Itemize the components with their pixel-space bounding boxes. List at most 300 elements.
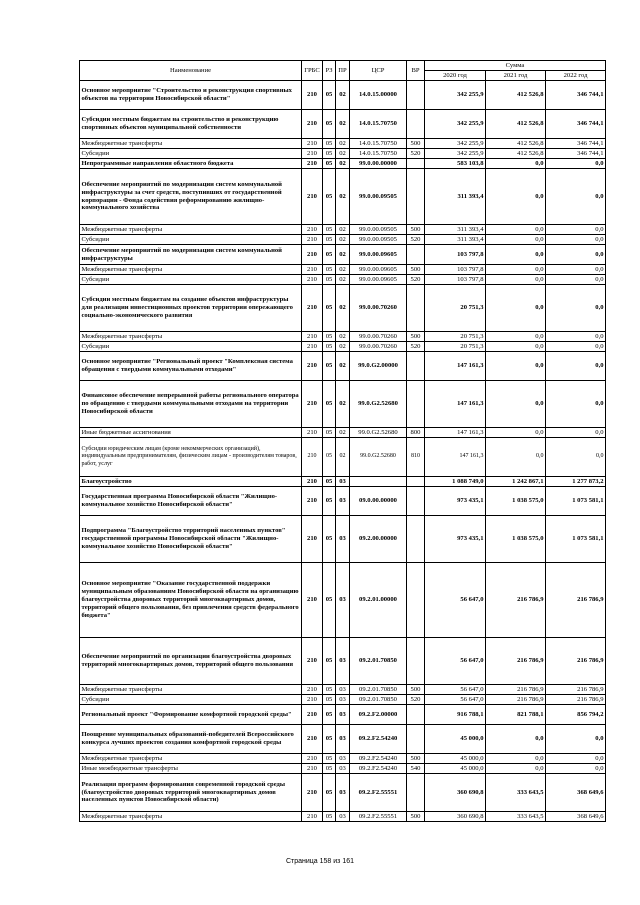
- row-pr: 03: [336, 764, 350, 774]
- table-row: [80, 725, 606, 754]
- row-pr: 02: [336, 139, 350, 149]
- row-pr: 02: [336, 342, 350, 352]
- row-sum-2020: 342 255,9: [425, 81, 486, 110]
- row-vr: 500: [407, 265, 425, 275]
- row-grbs: 210: [302, 245, 323, 265]
- row-sum-2022: 368 649,6: [546, 774, 606, 812]
- row-grbs: 210: [302, 438, 323, 477]
- row-rz: 05: [323, 754, 336, 764]
- row-name: Непрограммные направления областного бюджета: [80, 159, 302, 169]
- table-row: [80, 275, 606, 285]
- row-csr: 99.0.00.09605: [350, 265, 407, 275]
- row-sum-2022: 346 744,1: [546, 81, 606, 110]
- row-csr: 09.2.01.70850: [350, 638, 407, 685]
- row-vr: 520: [407, 695, 425, 705]
- row-sum-2022: 0,0: [546, 159, 606, 169]
- row-rz: 05: [323, 81, 336, 110]
- row-grbs: 210: [302, 139, 323, 149]
- row-pr: 02: [336, 285, 350, 332]
- table-row: [80, 159, 606, 169]
- table-row: [80, 235, 606, 245]
- table-row: [80, 139, 606, 149]
- row-grbs: 210: [302, 342, 323, 352]
- row-pr: 02: [336, 275, 350, 285]
- row-sum-2021: 412 526,8: [486, 139, 546, 149]
- row-csr: 14.0.15.70750: [350, 110, 407, 139]
- row-sum-2020: 973 435,1: [425, 487, 486, 516]
- row-name: Региональный проект "Формирование комфортной городской среды": [80, 705, 302, 725]
- row-name: Основное мероприятие "Региональный проект "Комплексная система обращения с твердыми коммунальными отходами": [80, 352, 302, 381]
- row-sum-2021: 0,0: [486, 725, 546, 754]
- row-sum-2020: 103 797,8: [425, 265, 486, 275]
- row-name: Государственная программа Новосибирской области "Жилищно-коммунальное хозяйство Новосибирской области": [80, 487, 302, 516]
- row-name: Межбюджетные трансферты: [80, 812, 302, 822]
- table-row: [80, 169, 606, 225]
- row-sum-2021: 0,0: [486, 169, 546, 225]
- row-sum-2020: 56 647,0: [425, 695, 486, 705]
- row-name: Иные бюджетные ассигнования: [80, 428, 302, 438]
- row-rz: 05: [323, 169, 336, 225]
- row-vr: [407, 169, 425, 225]
- header-2021: 2021 год: [486, 71, 546, 81]
- row-sum-2020: 360 690,8: [425, 774, 486, 812]
- table-row: [80, 342, 606, 352]
- row-grbs: 210: [302, 695, 323, 705]
- row-sum-2021: 821 788,1: [486, 705, 546, 725]
- row-grbs: 210: [302, 754, 323, 764]
- row-grbs: 210: [302, 235, 323, 245]
- row-grbs: 210: [302, 774, 323, 812]
- row-name: Субсидии: [80, 695, 302, 705]
- row-pr: 02: [336, 428, 350, 438]
- row-vr: [407, 285, 425, 332]
- row-sum-2021: 0,0: [486, 764, 546, 774]
- row-grbs: 210: [302, 265, 323, 275]
- row-rz: 05: [323, 149, 336, 159]
- row-grbs: 210: [302, 516, 323, 563]
- row-vr: 520: [407, 149, 425, 159]
- row-sum-2022: 0,0: [546, 235, 606, 245]
- row-pr: 03: [336, 563, 350, 638]
- row-sum-2022: 346 744,1: [546, 149, 606, 159]
- row-pr: 03: [336, 685, 350, 695]
- row-grbs: 210: [302, 352, 323, 381]
- table-row: [80, 265, 606, 275]
- header-sum: Сумма: [425, 61, 606, 71]
- row-csr: 99.0.00.09505: [350, 225, 407, 235]
- row-rz: 05: [323, 685, 336, 695]
- row-vr: [407, 705, 425, 725]
- row-sum-2022: 0,0: [546, 225, 606, 235]
- row-grbs: 210: [302, 563, 323, 638]
- row-sum-2022: 0,0: [546, 764, 606, 774]
- row-sum-2021: 0,0: [486, 159, 546, 169]
- row-sum-2022: 0,0: [546, 754, 606, 764]
- header-rz: РЗ: [323, 61, 336, 81]
- row-pr: 03: [336, 477, 350, 487]
- row-sum-2022: 346 744,1: [546, 110, 606, 139]
- row-rz: 05: [323, 428, 336, 438]
- row-sum-2022: 216 786,9: [546, 638, 606, 685]
- row-grbs: 210: [302, 275, 323, 285]
- row-vr: [407, 352, 425, 381]
- row-sum-2021: 0,0: [486, 428, 546, 438]
- row-rz: 05: [323, 695, 336, 705]
- table-header: [80, 61, 606, 81]
- row-pr: 02: [336, 110, 350, 139]
- row-rz: 05: [323, 774, 336, 812]
- row-name: Субсидии местным бюджетам на создание объектов инфраструктуры для реализации инвестиционных проектов территории опережающего социально-экономического развития: [80, 285, 302, 332]
- row-name: Поощрение муниципальных образований-победителей Всероссийского конкурса лучших проектов создания комфортной городской среды: [80, 725, 302, 754]
- header-grbs: ГРБС: [302, 61, 323, 81]
- row-vr: 540: [407, 764, 425, 774]
- row-vr: [407, 110, 425, 139]
- row-name: Субсидии: [80, 235, 302, 245]
- row-grbs: 210: [302, 285, 323, 332]
- header-pr: ПР: [336, 61, 350, 81]
- row-pr: 02: [336, 149, 350, 159]
- row-sum-2021: 1 038 575,0: [486, 487, 546, 516]
- table-row: [80, 381, 606, 428]
- row-csr: 99.0.00.09605: [350, 275, 407, 285]
- row-pr: 03: [336, 725, 350, 754]
- row-csr: 09.2.F2.54240: [350, 754, 407, 764]
- row-sum-2021: 333 643,5: [486, 812, 546, 822]
- row-grbs: 210: [302, 705, 323, 725]
- row-csr: 99.0.00.70260: [350, 285, 407, 332]
- row-csr: 99.0.G2.52680: [350, 381, 407, 428]
- row-sum-2020: 1 088 749,0: [425, 477, 486, 487]
- row-sum-2020: 147 161,3: [425, 381, 486, 428]
- row-sum-2020: 916 788,1: [425, 705, 486, 725]
- row-rz: 05: [323, 381, 336, 428]
- row-name: Межбюджетные трансферты: [80, 332, 302, 342]
- row-grbs: 210: [302, 149, 323, 159]
- table-row: [80, 245, 606, 265]
- table-row: [80, 285, 606, 332]
- row-csr: 99.0.00.09505: [350, 169, 407, 225]
- row-vr: [407, 774, 425, 812]
- row-sum-2022: 1 073 581,1: [546, 516, 606, 563]
- table-row: [80, 110, 606, 139]
- row-rz: 05: [323, 563, 336, 638]
- row-grbs: 210: [302, 159, 323, 169]
- row-name: Субсидии: [80, 149, 302, 159]
- row-rz: 05: [323, 245, 336, 265]
- row-csr: 09.2.F2.54240: [350, 725, 407, 754]
- row-pr: 02: [336, 332, 350, 342]
- row-vr: [407, 81, 425, 110]
- row-pr: 02: [336, 381, 350, 428]
- row-vr: [407, 516, 425, 563]
- row-sum-2022: 0,0: [546, 245, 606, 265]
- row-pr: 02: [336, 235, 350, 245]
- row-rz: 05: [323, 477, 336, 487]
- row-pr: 02: [336, 169, 350, 225]
- table-row: [80, 705, 606, 725]
- row-sum-2020: 973 435,1: [425, 516, 486, 563]
- row-sum-2022: 216 786,9: [546, 695, 606, 705]
- row-sum-2022: 0,0: [546, 169, 606, 225]
- row-sum-2022: 856 794,2: [546, 705, 606, 725]
- row-vr: 500: [407, 754, 425, 764]
- page-footer: Страница 158 из 161: [285, 858, 355, 865]
- row-vr: [407, 725, 425, 754]
- row-csr: 99.0.G2.00000: [350, 352, 407, 381]
- row-rz: 05: [323, 516, 336, 563]
- row-csr: 09.2.01.00000: [350, 563, 407, 638]
- row-rz: 05: [323, 342, 336, 352]
- table-row: [80, 754, 606, 764]
- row-name: Реализация программ формирования современной городской среды (благоустройство дворовых территорий многоквартирных домов населенных пунктов Новосибирской области): [80, 774, 302, 812]
- row-rz: 05: [323, 265, 336, 275]
- row-rz: 05: [323, 725, 336, 754]
- row-grbs: 210: [302, 764, 323, 774]
- row-rz: 05: [323, 275, 336, 285]
- row-sum-2022: 0,0: [546, 275, 606, 285]
- row-name: Обеспечение мероприятий по организации благоустройства дворовых территорий многоквартирных домов, территорий общего пользования: [80, 638, 302, 685]
- row-csr: 09.2.00.00000: [350, 516, 407, 563]
- row-rz: 05: [323, 139, 336, 149]
- row-grbs: 210: [302, 638, 323, 685]
- table-body: [80, 81, 606, 822]
- table-row: [80, 764, 606, 774]
- row-sum-2021: 0,0: [486, 235, 546, 245]
- row-vr: [407, 487, 425, 516]
- row-sum-2021: 216 786,9: [486, 638, 546, 685]
- row-vr: [407, 477, 425, 487]
- table-row: [80, 516, 606, 563]
- row-vr: [407, 159, 425, 169]
- table-row: [80, 812, 606, 822]
- row-rz: 05: [323, 764, 336, 774]
- row-name: Подпрограмма "Благоустройство территорий населенных пунктов" государственной программы Новосибирской области "Жилищно-коммунальное хозяйство Новосибирской области": [80, 516, 302, 563]
- row-sum-2020: 342 255,9: [425, 149, 486, 159]
- row-sum-2020: 103 797,8: [425, 275, 486, 285]
- row-pr: 02: [336, 352, 350, 381]
- row-csr: 14.0.15.00000: [350, 81, 407, 110]
- row-sum-2021: 0,0: [486, 381, 546, 428]
- row-sum-2022: 216 786,9: [546, 685, 606, 695]
- row-sum-2020: 20 751,3: [425, 332, 486, 342]
- table-row: [80, 774, 606, 812]
- row-grbs: 210: [302, 381, 323, 428]
- row-grbs: 210: [302, 169, 323, 225]
- row-sum-2021: 0,0: [486, 342, 546, 352]
- row-csr: 09.2.F2.55551: [350, 774, 407, 812]
- row-sum-2020: 45 000,0: [425, 754, 486, 764]
- table-row: [80, 332, 606, 342]
- row-sum-2022: 1 277 873,2: [546, 477, 606, 487]
- row-grbs: 210: [302, 812, 323, 822]
- row-sum-2021: 0,0: [486, 225, 546, 235]
- row-name: Межбюджетные трансферты: [80, 685, 302, 695]
- row-sum-2022: 0,0: [546, 381, 606, 428]
- row-sum-2020: 147 161,3: [425, 352, 486, 381]
- row-sum-2020: 56 647,0: [425, 638, 486, 685]
- row-sum-2020: 56 647,0: [425, 563, 486, 638]
- row-sum-2022: 0,0: [546, 725, 606, 754]
- row-sum-2020: 147 161,3: [425, 428, 486, 438]
- row-sum-2020: 360 690,8: [425, 812, 486, 822]
- row-pr: 03: [336, 705, 350, 725]
- row-name: Иные межбюджетные трансферты: [80, 764, 302, 774]
- row-vr: 500: [407, 225, 425, 235]
- row-csr: 99.0.00.00000: [350, 159, 407, 169]
- row-sum-2021: 0,0: [486, 265, 546, 275]
- table-row: [80, 638, 606, 685]
- row-sum-2021: 1 242 867,1: [486, 477, 546, 487]
- row-pr: 02: [336, 245, 350, 265]
- row-sum-2021: 412 526,8: [486, 81, 546, 110]
- row-sum-2022: 0,0: [546, 438, 606, 477]
- row-pr: 02: [336, 265, 350, 275]
- row-sum-2021: 216 786,9: [486, 685, 546, 695]
- row-sum-2021: 0,0: [486, 245, 546, 265]
- row-vr: [407, 381, 425, 428]
- row-rz: 05: [323, 438, 336, 477]
- row-sum-2022: 0,0: [546, 342, 606, 352]
- row-sum-2021: 0,0: [486, 332, 546, 342]
- row-name: Обеспечение мероприятий по модернизации систем коммунальной инфраструктуры: [80, 245, 302, 265]
- row-sum-2022: 1 073 581,1: [546, 487, 606, 516]
- row-name: Субсидии: [80, 342, 302, 352]
- budget-table: [79, 60, 606, 822]
- row-csr: 09.2.01.70850: [350, 695, 407, 705]
- row-sum-2021: 412 526,8: [486, 149, 546, 159]
- row-name: Субсидии: [80, 275, 302, 285]
- row-rz: 05: [323, 110, 336, 139]
- row-csr: 99.0.00.70260: [350, 342, 407, 352]
- row-vr: 810: [407, 438, 425, 477]
- row-vr: [407, 638, 425, 685]
- row-grbs: 210: [302, 225, 323, 235]
- row-rz: 05: [323, 225, 336, 235]
- row-grbs: 210: [302, 487, 323, 516]
- table-row: [80, 225, 606, 235]
- row-csr: 99.0.G2.52680: [350, 438, 407, 477]
- row-sum-2021: 0,0: [486, 352, 546, 381]
- row-sum-2021: 0,0: [486, 285, 546, 332]
- row-rz: 05: [323, 812, 336, 822]
- row-csr: 09.2.F2.55551: [350, 812, 407, 822]
- row-grbs: 210: [302, 428, 323, 438]
- row-sum-2022: 368 649,6: [546, 812, 606, 822]
- header-2020: 2020 год: [425, 71, 486, 81]
- row-name: Межбюджетные трансферты: [80, 265, 302, 275]
- row-vr: 500: [407, 139, 425, 149]
- row-grbs: 210: [302, 685, 323, 695]
- row-pr: 03: [336, 695, 350, 705]
- row-sum-2021: 412 526,8: [486, 110, 546, 139]
- row-vr: 800: [407, 428, 425, 438]
- row-vr: 520: [407, 275, 425, 285]
- row-sum-2020: 311 393,4: [425, 225, 486, 235]
- row-name: Межбюджетные трансферты: [80, 225, 302, 235]
- row-sum-2022: 0,0: [546, 332, 606, 342]
- row-sum-2021: 216 786,9: [486, 695, 546, 705]
- row-vr: 500: [407, 332, 425, 342]
- row-name: Благоустройство: [80, 477, 302, 487]
- row-vr: 520: [407, 342, 425, 352]
- row-sum-2020: 20 751,3: [425, 342, 486, 352]
- row-sum-2020: 583 103,8: [425, 159, 486, 169]
- row-pr: 03: [336, 638, 350, 685]
- row-sum-2020: 147 161,3: [425, 438, 486, 477]
- row-sum-2021: 333 643,5: [486, 774, 546, 812]
- row-name: Основное мероприятие "Строительство и реконструкция спортивных объектов на территории Новосибирской области": [80, 81, 302, 110]
- row-sum-2022: 0,0: [546, 265, 606, 275]
- table-row: [80, 438, 606, 477]
- row-rz: 05: [323, 638, 336, 685]
- row-rz: 05: [323, 235, 336, 245]
- row-sum-2022: 0,0: [546, 428, 606, 438]
- row-pr: 03: [336, 812, 350, 822]
- row-vr: [407, 245, 425, 265]
- row-rz: 05: [323, 159, 336, 169]
- row-grbs: 210: [302, 725, 323, 754]
- row-csr: [350, 477, 407, 487]
- row-csr: 99.0.00.09505: [350, 235, 407, 245]
- row-vr: 500: [407, 685, 425, 695]
- row-sum-2020: 311 393,4: [425, 169, 486, 225]
- row-sum-2020: 45 000,0: [425, 764, 486, 774]
- row-csr: 99.0.00.70260: [350, 332, 407, 342]
- row-name: Субсидии местным бюджетам на строительство и реконструкцию спортивных объектов муниципальной собственности: [80, 110, 302, 139]
- row-sum-2020: 342 255,9: [425, 110, 486, 139]
- row-name: Межбюджетные трансферты: [80, 139, 302, 149]
- header-2022: 2022 год: [546, 71, 606, 81]
- row-name: Основное мероприятие "Оказание государственной поддержки муниципальным образованиям Новосибирской области на организацию благоустройства дворовых территорий многоквартирных домов, территорий общего пользования, без привлечения средств федерального бюджета": [80, 563, 302, 638]
- row-rz: 05: [323, 352, 336, 381]
- row-csr: 09.2.F2.54240: [350, 764, 407, 774]
- row-pr: 03: [336, 487, 350, 516]
- table-row: [80, 695, 606, 705]
- row-sum-2020: 103 797,8: [425, 245, 486, 265]
- row-sum-2020: 342 255,9: [425, 139, 486, 149]
- row-sum-2021: 0,0: [486, 438, 546, 477]
- row-vr: 500: [407, 812, 425, 822]
- header-vr: ВР: [407, 61, 425, 81]
- row-csr: 09.2.01.70850: [350, 685, 407, 695]
- row-sum-2022: 346 744,1: [546, 139, 606, 149]
- row-name: Обеспечение мероприятий по модернизации систем коммунальной инфраструктуры за счет средств, поступивших от государственной корпорации - Фонда содействия реформированию жилищно-коммунального хозяйства: [80, 169, 302, 225]
- row-csr: 09.2.F2.00000: [350, 705, 407, 725]
- row-name: Субсидии юридическим лицам (кроме некоммерческих организаций), индивидуальным предпринимателям, физическим лицам - производителям товаров, работ, услуг: [80, 438, 302, 477]
- row-sum-2021: 0,0: [486, 275, 546, 285]
- header-name: Наименование: [80, 61, 302, 81]
- row-rz: 05: [323, 705, 336, 725]
- table-row: [80, 685, 606, 695]
- row-rz: 05: [323, 285, 336, 332]
- row-pr: 03: [336, 774, 350, 812]
- row-csr: 14.0.15.70750: [350, 149, 407, 159]
- row-sum-2020: 20 751,3: [425, 285, 486, 332]
- row-rz: 05: [323, 332, 336, 342]
- row-sum-2020: 45 000,0: [425, 725, 486, 754]
- row-csr: 14.0.15.70750: [350, 139, 407, 149]
- row-pr: 03: [336, 754, 350, 764]
- header-csr: ЦСР: [350, 61, 407, 81]
- row-sum-2021: 0,0: [486, 754, 546, 764]
- row-name: Финансовое обеспечение непрерывной работы регионального оператора по обращению с твердыми коммунальными отходами на территории Новосибирской области: [80, 381, 302, 428]
- row-csr: 99.0.00.09605: [350, 245, 407, 265]
- table-row: [80, 477, 606, 487]
- row-pr: 02: [336, 438, 350, 477]
- row-sum-2021: 1 038 575,0: [486, 516, 546, 563]
- row-grbs: 210: [302, 332, 323, 342]
- table-row: [80, 563, 606, 638]
